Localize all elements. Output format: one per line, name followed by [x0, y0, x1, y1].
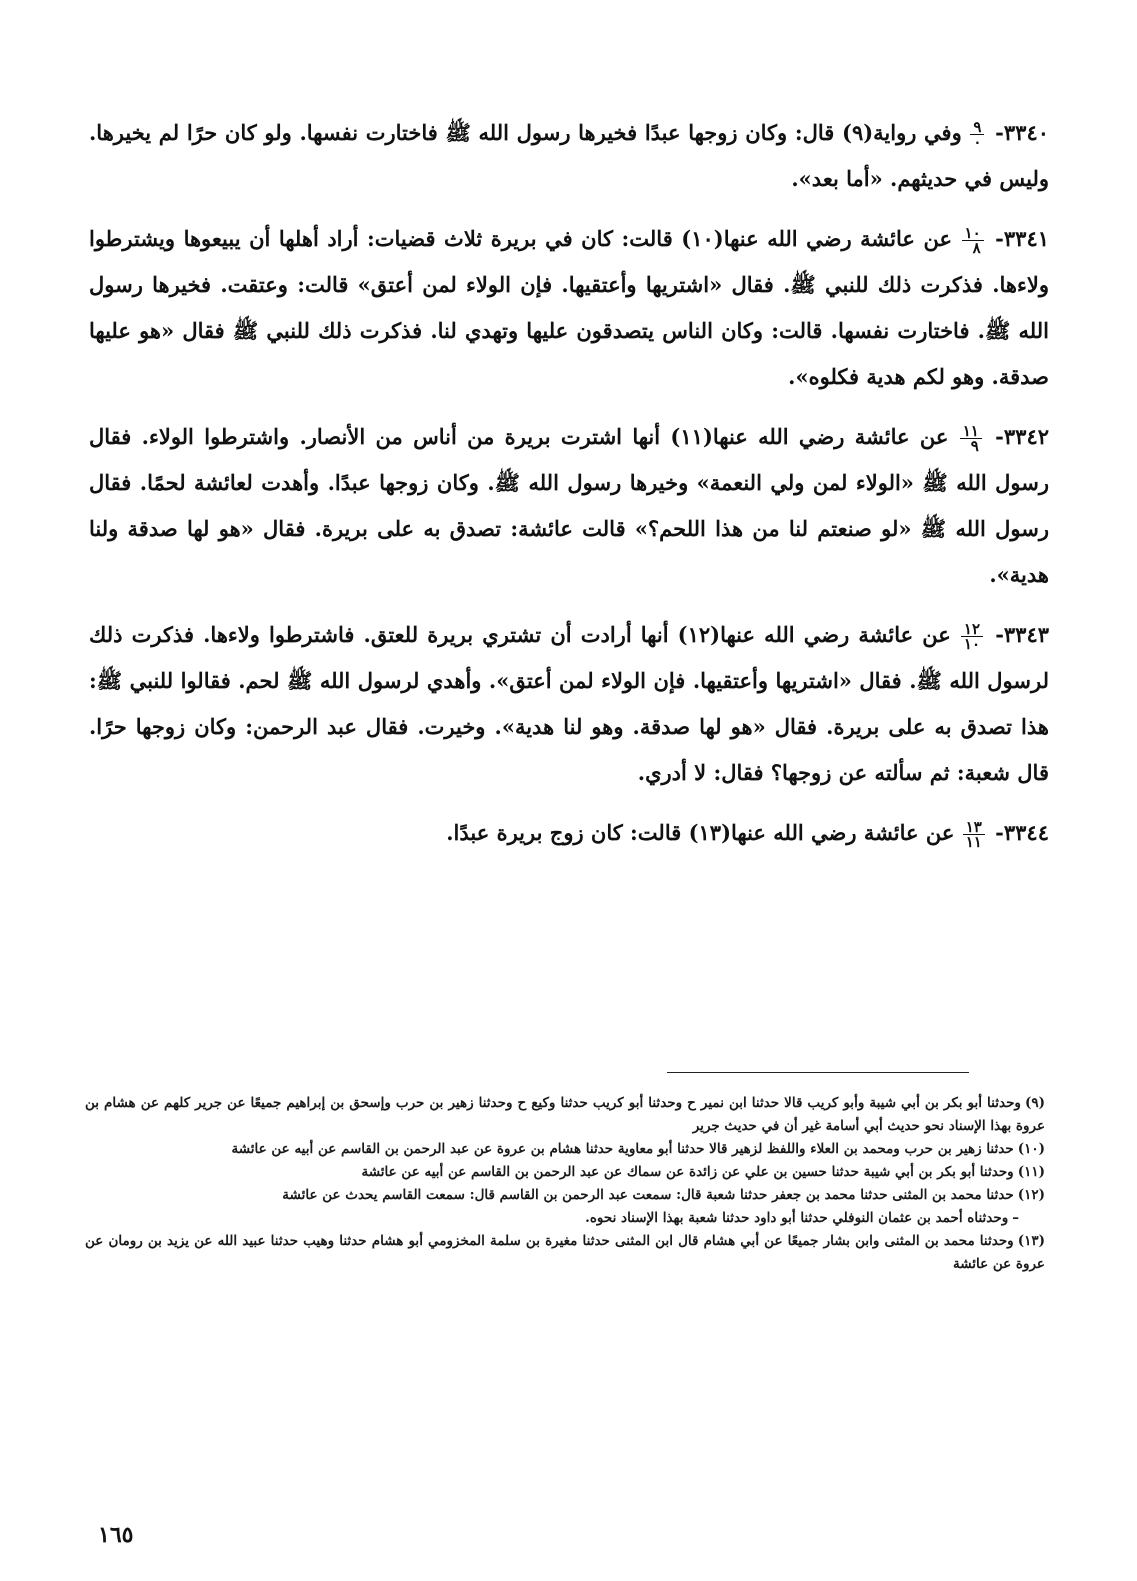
hadith-3340: ٣٣٤٠- $\frac{٩}{٠}$ وفي رواية(٩) قال: وكان زوجها عبدًا فخيرها رسول الله ﷺ فاختارت نفسها. ولو كان حرًا لم يخيرها. وليس في حديثهم. «أما بعد».: [89, 118, 1050, 191]
hadith-number: ٣٣٤١: [1003, 226, 1050, 251]
hadith-cross-reference: [970, 120, 984, 149]
hadith-number: ٣٣٤٠: [1003, 120, 1050, 145]
hadith-text: وفي رواية(٩) قال: وكان زوجها عبدًا فخيرها رسول الله ﷺ فاختارت نفسها. ولو كان حرًا لم يخيرها. وليس في حديثهم. «أما بعد».: [89, 120, 1049, 191]
footnote-mark: –: [1012, 1210, 1019, 1226]
hadith-number: ٣٣٤٤: [1003, 820, 1049, 845]
hadith-text: عن عائشة رضي الله عنها(١١) أنها اشترت بريرة من أناس من الأنصار. واشترطوا الولاء. فقال رسول الله ﷺ «الولاء لمن ولي النعمة» وخيرها رسول الله ﷺ. وكان زوجها عبدًا. وأهدت لعائشة لحمًا. فقال رسول الله ﷺ «لو صنعتم لنا من هذا اللحم؟» قالت عائشة: تصدق به على بريرة. فقال «هو لها صدقة ولنا هدية».: [89, 424, 1049, 587]
footnote-mark: (١١): [1017, 1164, 1045, 1180]
footnote-13: [85, 1230, 1045, 1276]
footnote-mark: (١٢): [1017, 1187, 1045, 1203]
cross-reference-bottom: ٩: [970, 437, 979, 455]
cross-reference-top: ١١: [960, 424, 982, 439]
cross-reference-bottom: ٠: [973, 133, 982, 151]
hadith-3341: ٣٣٤١- $\frac{١٠}{٨}$ عن عائشة رضي الله عنها(١٠) قالت: كان في بريرة ثلاث قضيات: أراد أهلها أن يبيعوها ويشترطوا ولاءها. فذكرت ذلك للنبي ﷺ. فقال «اشتريها وأعتقيها. فإن الولاء لمن أعتق» قالت: وعتقت. فخيرها رسول الله ﷺ. فاختارت نفسها. قالت: وكان الناس يتصدقون عليها وتهدي لنا. فذكرت ذلك للنبي ﷺ فقال «هو عليها صدقة. وهو لكم هدية فكلوه».: [89, 224, 1050, 389]
page-number: ١٦٥: [98, 1522, 134, 1548]
footnote-text: وحدثنا أبو بكر بن أبي شيبة حدثنا حسين بن علي عن زائدة عن سماك عن عبد الرحمن بن القاسم عن أبيه عن عائشة: [361, 1164, 1014, 1180]
hadith-cross-reference: [960, 424, 982, 453]
main-text: [89, 110, 1049, 870]
footnote-text: حدثنا زهير بن حرب ومحمد بن العلاء واللفظ لزهير قالا حدثنا أبو معاوية حدثنا هشام بن عروة عن عبد الرحمن بن القاسم عن أبيه عن عائشة: [231, 1141, 1014, 1157]
cross-reference-bottom: ١٠: [963, 635, 981, 653]
hadith-cross-reference: [962, 226, 984, 255]
footnote-text: وحدثنا محمد بن المثنى وابن بشار جميعًا عن أبي هشام قال ابن المثنى حدثنا مغيرة بن سلمة المخزومي أبو هشام حدثنا وهيب حدثنا عبيد الله عن يزيد بن رومان عن عروة عن عائشة: [85, 1233, 1045, 1272]
footnote-9: [85, 1092, 1045, 1138]
hadith-text: عن عائشة رضي الله عنها(١٣) قالت: كان زوج بريرة عبدًا.: [446, 820, 955, 845]
hadith-cross-reference: [961, 622, 983, 651]
hadith-number: ٣٣٤٢: [1003, 424, 1050, 449]
footnotes: [85, 1092, 1045, 1276]
cross-reference-bottom: ١١: [965, 833, 982, 851]
footnote-12-continuation: [85, 1207, 1045, 1230]
hadith-number: ٣٣٤٣: [1003, 622, 1050, 647]
footnote-separator: [667, 1072, 969, 1073]
footnote-11: [85, 1161, 1045, 1184]
hadith-3342: ٣٣٤٢- $\frac{١١}{٩}$ عن عائشة رضي الله عنها(١١) أنها اشترت بريرة من أناس من الأنصار. واشترطوا الولاء. فقال رسول الله ﷺ «الولاء لمن ولي النعمة» وخيرها رسول الله ﷺ. وكان زوجها عبدًا. وأهدت لعائشة لحمًا. فقال رسول الله ﷺ «لو صنعتم لنا من هذا اللحم؟» قالت عائشة: تصدق به على بريرة. فقال «هو لها صدقة ولنا هدية».: [89, 422, 1050, 587]
cross-reference-bottom: ٨: [972, 239, 981, 257]
hadith-3344: ٣٣٤٤- $\frac{١٣}{١١}$ عن عائشة رضي الله عنها(١٣) قالت: كان زوج بريرة عبدًا.: [446, 818, 1049, 851]
footnote-text: وحدثناه أحمد بن عثمان النوفلي حدثنا أبو داود حدثنا شعبة بهذا الإسناد نحوه.: [585, 1210, 1009, 1226]
cross-reference-top: ١٢: [961, 622, 983, 637]
hadith-text: عن عائشة رضي الله عنها(١٢) أنها أرادت أن تشتري بريرة للعتق. فاشترطوا ولاءها. فذكرت ذلك لرسول الله ﷺ. فقال «اشتريها وأعتقيها. فإن الولاء لمن أعتق». وأهدي لرسول الله ﷺ لحم. فقالوا للنبي ﷺ: هذا تصدق به على بريرة. فقال «هو لها صدقة. وهو لنا هدية». وخيرت. فقال عبد الرحمن: وكان زوجها حرًا. قال شعبة: ثم سألته عن زوجها؟ فقال: لا أدري.: [89, 622, 1049, 785]
hadith-cross-reference: [963, 820, 985, 849]
footnote-text: حدثنا محمد بن المثنى حدثنا محمد بن جعفر حدثنا شعبة قال: سمعت عبد الرحمن بن القاسم قال: سمعت القاسم يحدث عن عائشة: [282, 1187, 1014, 1203]
hadith-text: عن عائشة رضي الله عنها(١٠) قالت: كان في بريرة ثلاث قضيات: أراد أهلها أن يبيعوها ويشترطوا ولاءها. فذكرت ذلك للنبي ﷺ. فقال «اشتريها وأعتقيها. فإن الولاء لمن أعتق» قالت: وعتقت. فخيرها رسول الله ﷺ. فاختارت نفسها. قالت: وكان الناس يتصدقون عليها وتهدي لنا. فذكرت ذلك للنبي ﷺ فقال «هو عليها صدقة. وهو لكم هدية فكلوه».: [89, 226, 1049, 389]
footnote-mark: (١٠): [1017, 1141, 1045, 1157]
footnote-mark: (٩): [1024, 1095, 1045, 1111]
footnote-10: [85, 1138, 1045, 1161]
hadith-3343: ٣٣٤٣- $\frac{١٢}{١٠}$ عن عائشة رضي الله عنها(١٢) أنها أرادت أن تشتري بريرة للعتق. فاشترطوا ولاءها. فذكرت ذلك لرسول الله ﷺ. فقال «اشتريها وأعتقيها. فإن الولاء لمن أعتق». وأهدي لرسول الله ﷺ لحم. فقالوا للنبي ﷺ: هذا تصدق به على بريرة. فقال «هو لها صدقة. وهو لنا هدية». وخيرت. فقال عبد الرحمن: وكان زوجها حرًا. قال شعبة: ثم سألته عن زوجها؟ فقال: لا أدري.: [89, 620, 1050, 785]
cross-reference-top: ١٠: [962, 226, 984, 241]
footnote-text: وحدثنا أبو بكر بن أبي شيبة وأبو كريب قالا حدثنا ابن نمير ح وحدثنا أبو كريب حدثنا وكيع ح وحدثنا زهير بن حرب وإسحق بن إبراهيم جميعًا عن جرير كلهم عن هشام بن عروة بهذا الإسناد نحو حديث أبي أسامة غير أن في حديث جرير: [85, 1095, 1045, 1134]
footnote-12: [85, 1184, 1045, 1207]
footnote-mark: (١٣): [1017, 1233, 1045, 1249]
cross-reference-top: ١٣: [963, 820, 985, 835]
cross-reference-top: ٩: [970, 120, 984, 135]
